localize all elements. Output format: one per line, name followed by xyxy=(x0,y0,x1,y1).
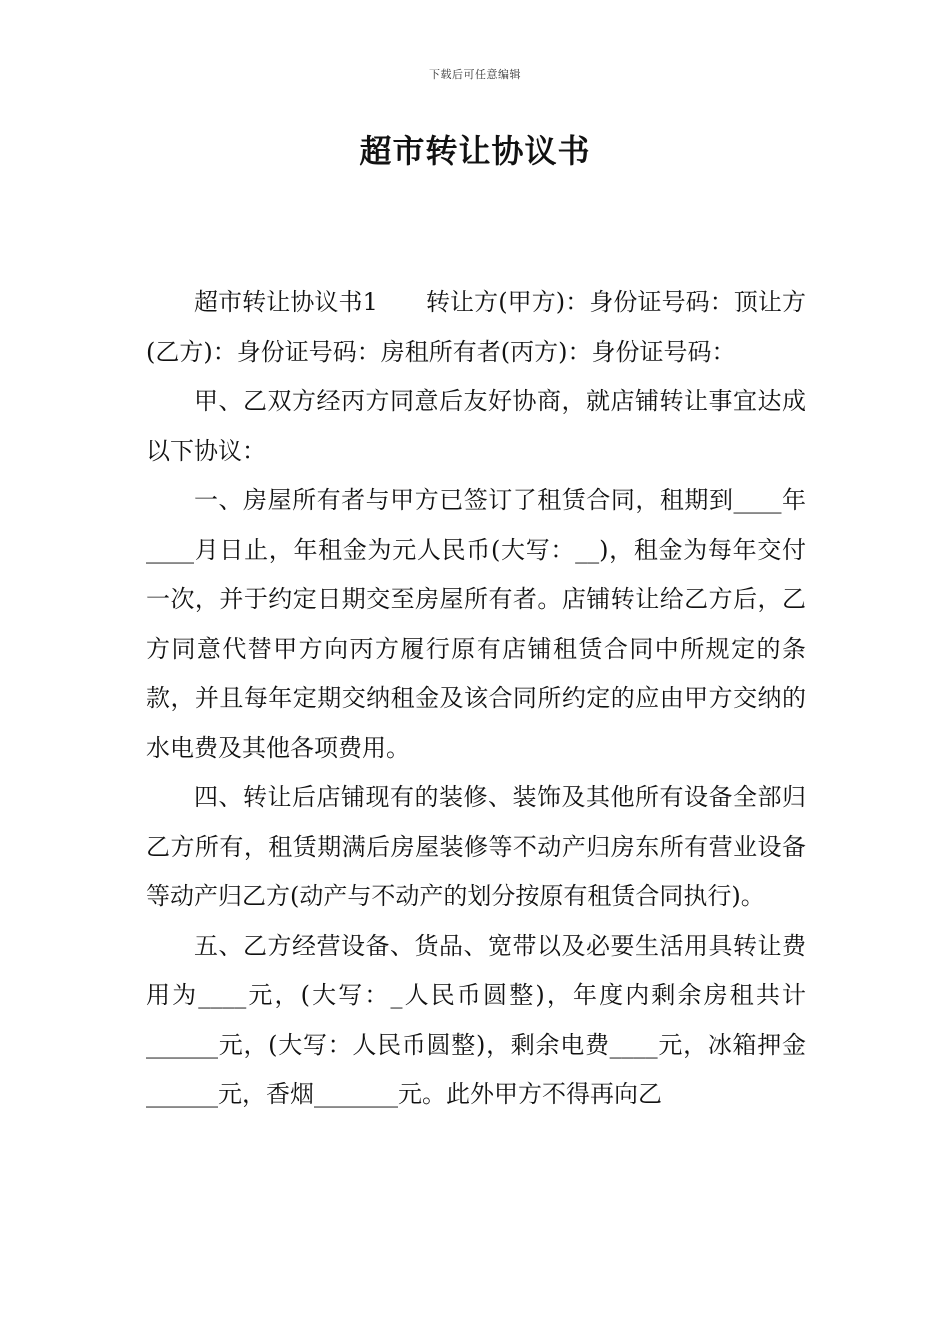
document-body xyxy=(146,278,806,1120)
paragraph-parties xyxy=(146,278,806,377)
paragraph-clause-5: 五、乙方经营设备、货品、宽带以及必要生活用具转让费用为____元，(大写：_人民币圆整)，年度内剩余房租共计______元，(大写：人民币圆整)，剩余电费____元，冰箱押金______元，香烟_______元。此外甲方不得再向乙 xyxy=(146,931,806,1108)
paragraph-clause-1: 一、房屋所有者与甲方已签订了租赁合同，租期到____年____月日止，年租金为元人民币(大写：__)，租金为每年交付一次，并于约定日期交至房屋所有者。店铺转让给乙方后，乙方同意代替甲方向丙方履行原有店铺租赁合同中所规定的条款，并且每年定期交纳租金及该合同所约定的应由甲方交纳的水电费及其他各项费用。 xyxy=(146,486,806,762)
paragraph-clause-4: 四、转让后店铺现有的装修、装饰及其他所有设备全部归乙方所有，租赁期满后房屋装修等不动产归房东所有营业设备等动产归乙方(动产与不动产的划分按原有租赁合同执行)。 xyxy=(146,783,806,910)
document-title: 超市转让协议书 xyxy=(359,132,591,170)
paragraph-text: 转让方(甲方)：身份证号码：顶让方(乙方)：身份证号码：房租所有者(丙方)：身份证号码： xyxy=(146,288,806,366)
download-note: 下载后可任意编辑 xyxy=(429,68,521,81)
paragraph-lead: 超市转让协议书1 xyxy=(194,288,378,316)
paragraph-agreement-intro: 甲、乙双方经丙方同意后友好协商，就店铺转让事宜达成以下协议： xyxy=(146,387,806,465)
